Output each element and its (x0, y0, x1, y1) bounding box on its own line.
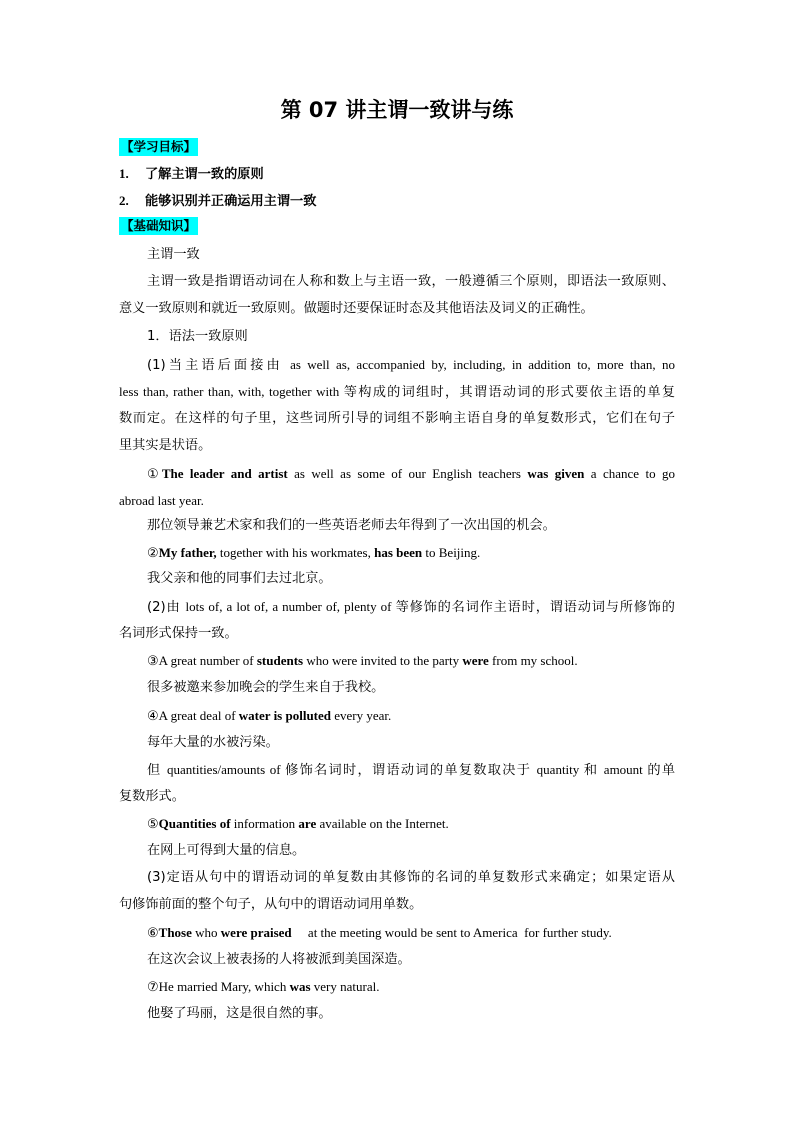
example-text: every year. (331, 708, 392, 723)
example-text: who (191, 925, 221, 940)
example-5 (147, 814, 675, 834)
rule-text: 修饰名词时，谓语动词的单复数取决于 (285, 763, 537, 778)
rule-1-line-4: 里其实是状语。 (119, 438, 212, 453)
basics-heading-row (119, 217, 675, 237)
rule-2-note-line-2: 复数形式。 (119, 789, 185, 804)
example-text: A great number of (158, 653, 257, 668)
rule-text: 但 (147, 763, 167, 778)
goal-number: 1. (119, 166, 129, 181)
goal-text: 了解主谓一致的原则 (145, 167, 264, 182)
rule-phrases: quantities/amounts of (166, 762, 286, 777)
example-text: together with his workmates, (216, 545, 375, 560)
rule-text: 等修饰的名词作主语时，谓语动词与所修饰的 (395, 600, 675, 615)
goal-item-2 (119, 191, 675, 212)
example-7-translation: 他娶了玛丽，这是很自然的事。 (147, 1006, 332, 1021)
rule-1-line-3: 数而定。在这样的句子里，这些词所引导的词组不影响主语自身的单复数形式，它们在句子 (119, 411, 675, 426)
rule-1-line-2 (119, 382, 675, 403)
example-text: A great deal of (158, 708, 239, 723)
example-mark: ③ (147, 653, 159, 668)
goal-text: 能够识别并正确运用主谓一致 (145, 194, 317, 209)
example-subject: water is polluted (238, 708, 332, 723)
example-subject: Quantities of (158, 816, 231, 831)
goal-item-1 (119, 164, 675, 185)
intro-line-1: 主谓一致是指谓语动词在人称和数上与主语一致，一般遵循三个原则，即语法一致原则、 (147, 274, 675, 289)
example-verb: are (298, 816, 317, 831)
example-5-translation: 在网上可得到大量的信息。 (147, 843, 306, 858)
example-6-translation: 在这次会议上被表扬的人将被派到美国深造。 (147, 952, 411, 967)
rule-text: 和 (583, 763, 604, 778)
example-text: at the meeting would be sent to America for further study. (291, 925, 612, 940)
example-subject: Those (158, 925, 192, 940)
example-mark: ⑦ (147, 979, 159, 994)
rule-phrases: amount (603, 762, 648, 777)
example-1-continued: abroad last year. (119, 493, 204, 508)
rule-3-line-2: 句修饰前面的整个句子，从句中的谓语动词用单数。 (119, 897, 423, 912)
rule-phrases: as well as, accompanied by, including, in addition to, more than, no (290, 357, 675, 372)
example-verb: were (462, 653, 489, 668)
example-verb: has been (374, 545, 423, 560)
example-mark: ② (147, 545, 159, 560)
rule-2-line-1 (147, 597, 675, 618)
example-4-translation: 每年大量的水被污染。 (147, 735, 279, 750)
example-mark: ④ (147, 708, 159, 723)
example-text: from my school. (488, 653, 578, 668)
example-subject: My father, (158, 545, 217, 560)
example-3-translation: 很多被邀来参加晚会的学生来自于我校。 (147, 680, 385, 695)
example-3 (147, 651, 675, 671)
example-verb: were praised (220, 925, 292, 940)
rule-1-line-1 (147, 355, 675, 376)
example-7 (147, 977, 675, 997)
example-mark: ① (147, 466, 162, 481)
rule-phrases: quantity (536, 762, 584, 777)
example-text: to Beijing. (422, 545, 481, 560)
example-text: a chance to go (584, 466, 675, 481)
example-4 (147, 706, 675, 726)
example-1-translation: 那位领导兼艺术家和我们的一些英语老师去年得到了一次出国的机会。 (147, 518, 556, 533)
goals-heading: 【学习目标】 (121, 139, 197, 154)
example-verb: was (289, 979, 311, 994)
basics-heading: 【基础知识】 (121, 218, 197, 233)
example-verb: was given (527, 466, 585, 481)
page-title: 第 07 讲主谓一致讲与练 (280, 98, 514, 122)
example-text: He married Mary, which (158, 979, 290, 994)
rule-phrases: less than, rather than, with, together with (119, 384, 344, 399)
goals-heading-row (119, 138, 675, 158)
example-text: as well as some of our English teachers (287, 466, 528, 481)
rule-text: (2)由 (147, 600, 186, 615)
example-text: very natural. (310, 979, 380, 994)
example-1 (147, 464, 675, 484)
example-text: who were invited to the party (303, 653, 463, 668)
section-heading-1: 1．语法一致原则 (147, 329, 248, 344)
example-6 (147, 923, 675, 943)
example-text: available on the Internet. (316, 816, 449, 831)
rule-2-note-line-1 (147, 760, 675, 781)
rule-text: 等构成的词组时，其谓语动词的形式要依主语的单复 (343, 385, 676, 400)
example-text: information (230, 816, 299, 831)
example-subject: The leader and artist (161, 466, 288, 481)
rule-2-line-2: 名词形式保持一致。 (119, 626, 238, 641)
goal-number: 2. (119, 193, 129, 208)
topic-heading: 主谓一致 (147, 247, 200, 262)
example-subject: students (256, 653, 304, 668)
example-mark: ⑤ (147, 816, 159, 831)
example-2 (147, 543, 675, 563)
example-mark: ⑥ (147, 925, 159, 940)
intro-line-2: 意义一致原则和就近一致原则。做题时还要保证时态及其他语法及词义的正确性。 (119, 301, 594, 316)
rule-text: 的单 (647, 763, 676, 778)
rule-3-line-1: (3)定语从句中的谓语动词的单复数由其修饰的名词的单复数形式来确定；如果定语从 (147, 870, 675, 885)
rule-text: (1)当主语后面接由 (147, 358, 291, 373)
example-2-translation: 我父亲和他的同事们去过北京。 (147, 571, 332, 586)
rule-phrases: lots of, a lot of, a number of, plenty of (185, 599, 396, 614)
